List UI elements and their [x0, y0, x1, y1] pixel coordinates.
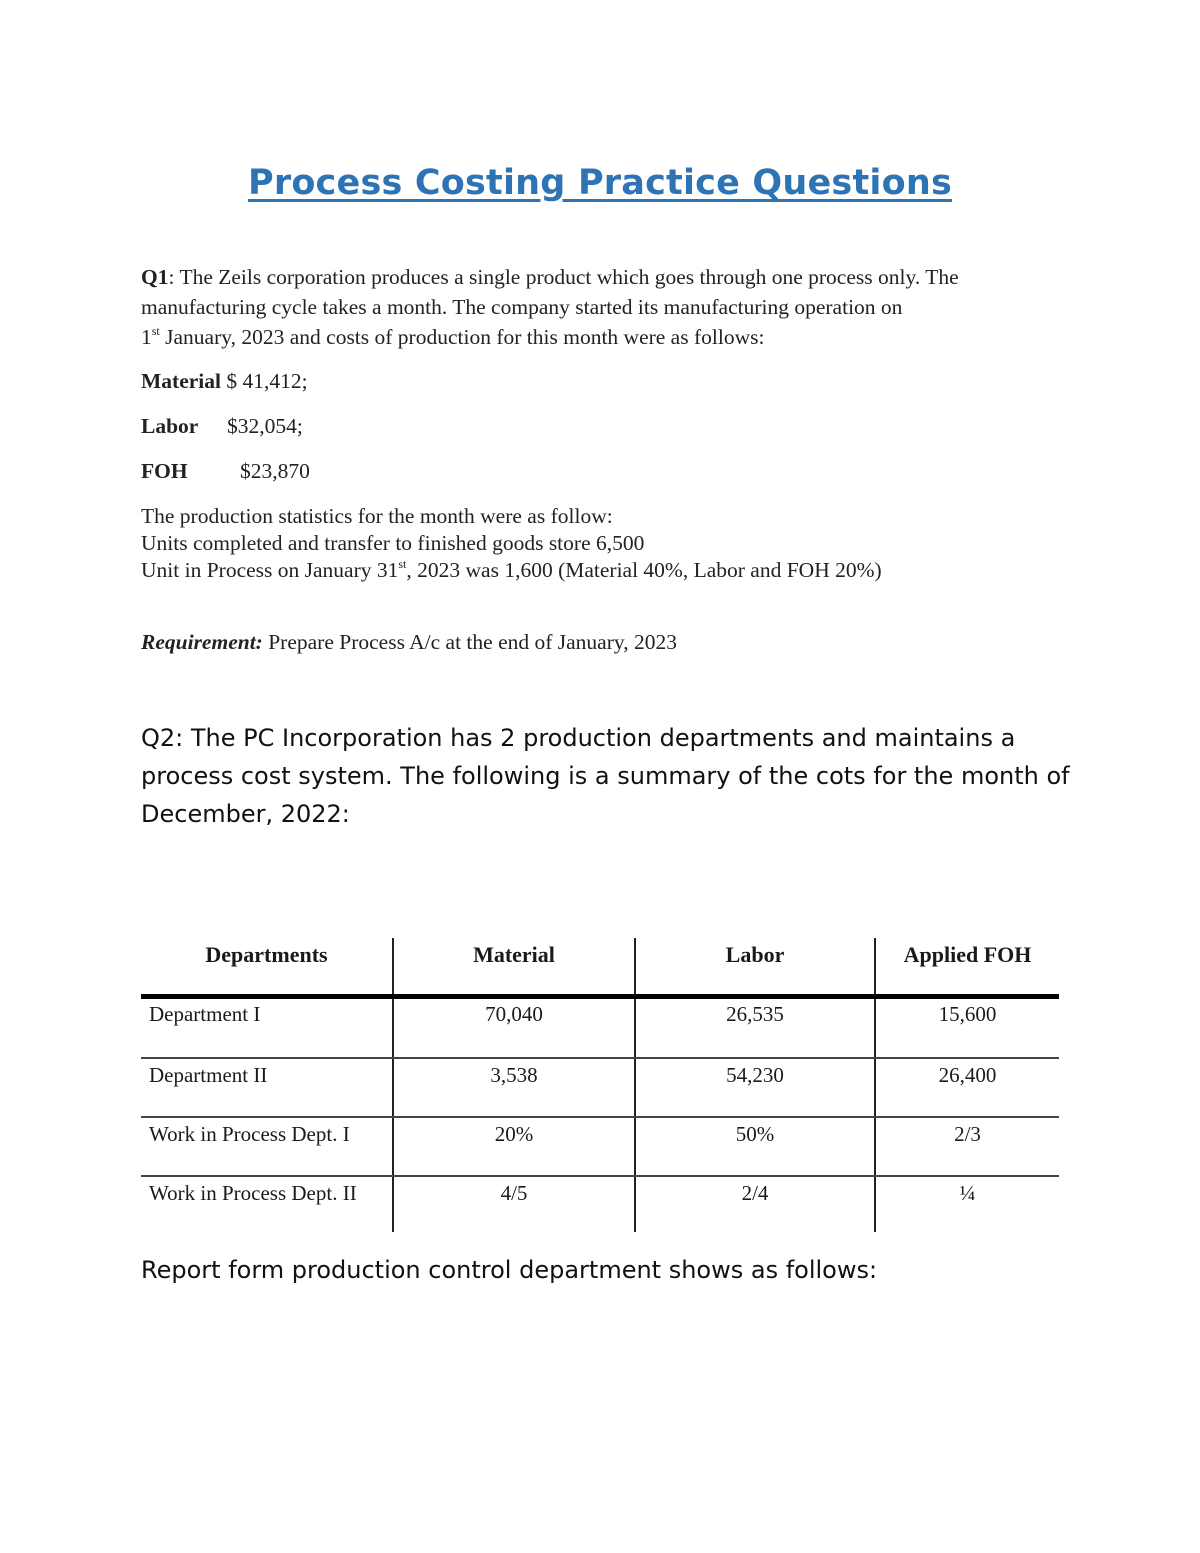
table-cell: 20%: [494, 1122, 534, 1146]
q2-line-2: process cost system. The following is a summary of the cots for the month of: [141, 762, 1070, 790]
page-title: Process Costing Practice Questions: [248, 163, 952, 203]
cost-foh: FOH $23,870: [141, 459, 310, 483]
table-cell: Department I: [149, 1002, 261, 1026]
header-material: Material: [473, 942, 555, 967]
table-cell: 54,230: [726, 1063, 784, 1087]
q2-line-3: December, 2022:: [141, 800, 350, 828]
table-cell: 4/5: [500, 1181, 528, 1205]
table-cell: 15,600: [938, 1002, 997, 1026]
header-departments: Departments: [205, 942, 328, 967]
table-cell: ¼: [959, 1181, 976, 1205]
header-labor: Labor: [725, 942, 785, 967]
q1-line-1: Q1: The Zeils corporation produces a single product which goes through one process only. The: [141, 265, 959, 289]
table-row-rule: [141, 1116, 1059, 1118]
table-cell: Department II: [149, 1063, 268, 1087]
table-cell: 26,535: [726, 1002, 784, 1026]
requirement: Requirement: Prepare Process A/c at the end of January, 2023: [141, 630, 677, 654]
table-cell: Work in Process Dept. II: [149, 1181, 357, 1205]
table-cell: 70,040: [485, 1002, 543, 1026]
table-cell: 50%: [735, 1122, 775, 1146]
q1-line-3: 1st January, 2023 and costs of production for this month were as follows:: [141, 324, 765, 350]
q2-line-1: Q2: The PC Incorporation has 2 production departments and maintains a: [141, 724, 1016, 752]
table-row-rule: [141, 1175, 1059, 1177]
stats-wip: Unit in Process on January 31st, 2023 was 1,600 (Material 40%, Labor and FOH 20%): [141, 557, 882, 583]
table-header-rule: [141, 994, 1059, 999]
table-cell: 2/4: [741, 1181, 769, 1205]
stats-intro: The production statistics for the month were as follow:: [141, 504, 613, 528]
q1-line-2: manufacturing cycle takes a month. The company started its manufacturing operation on: [141, 295, 903, 319]
header-applied-foh: Applied FOH: [903, 942, 1032, 967]
report-line: Report form production control department shows as follows:: [141, 1256, 878, 1284]
stats-completed: Units completed and transfer to finished goods store 6,500: [141, 531, 645, 555]
table-cell: Work in Process Dept. I: [149, 1122, 350, 1146]
table-cell: 2/3: [954, 1122, 981, 1146]
q1-label: Q1: [141, 265, 169, 289]
cost-material: Material $ 41,412;: [141, 369, 308, 393]
table-cell: 26,400: [938, 1063, 997, 1087]
table-row-rule: [141, 1057, 1059, 1059]
cost-labor: Labor $32,054;: [141, 414, 303, 438]
table-cell: 3,538: [490, 1063, 538, 1087]
cost-table: [141, 938, 1059, 1232]
